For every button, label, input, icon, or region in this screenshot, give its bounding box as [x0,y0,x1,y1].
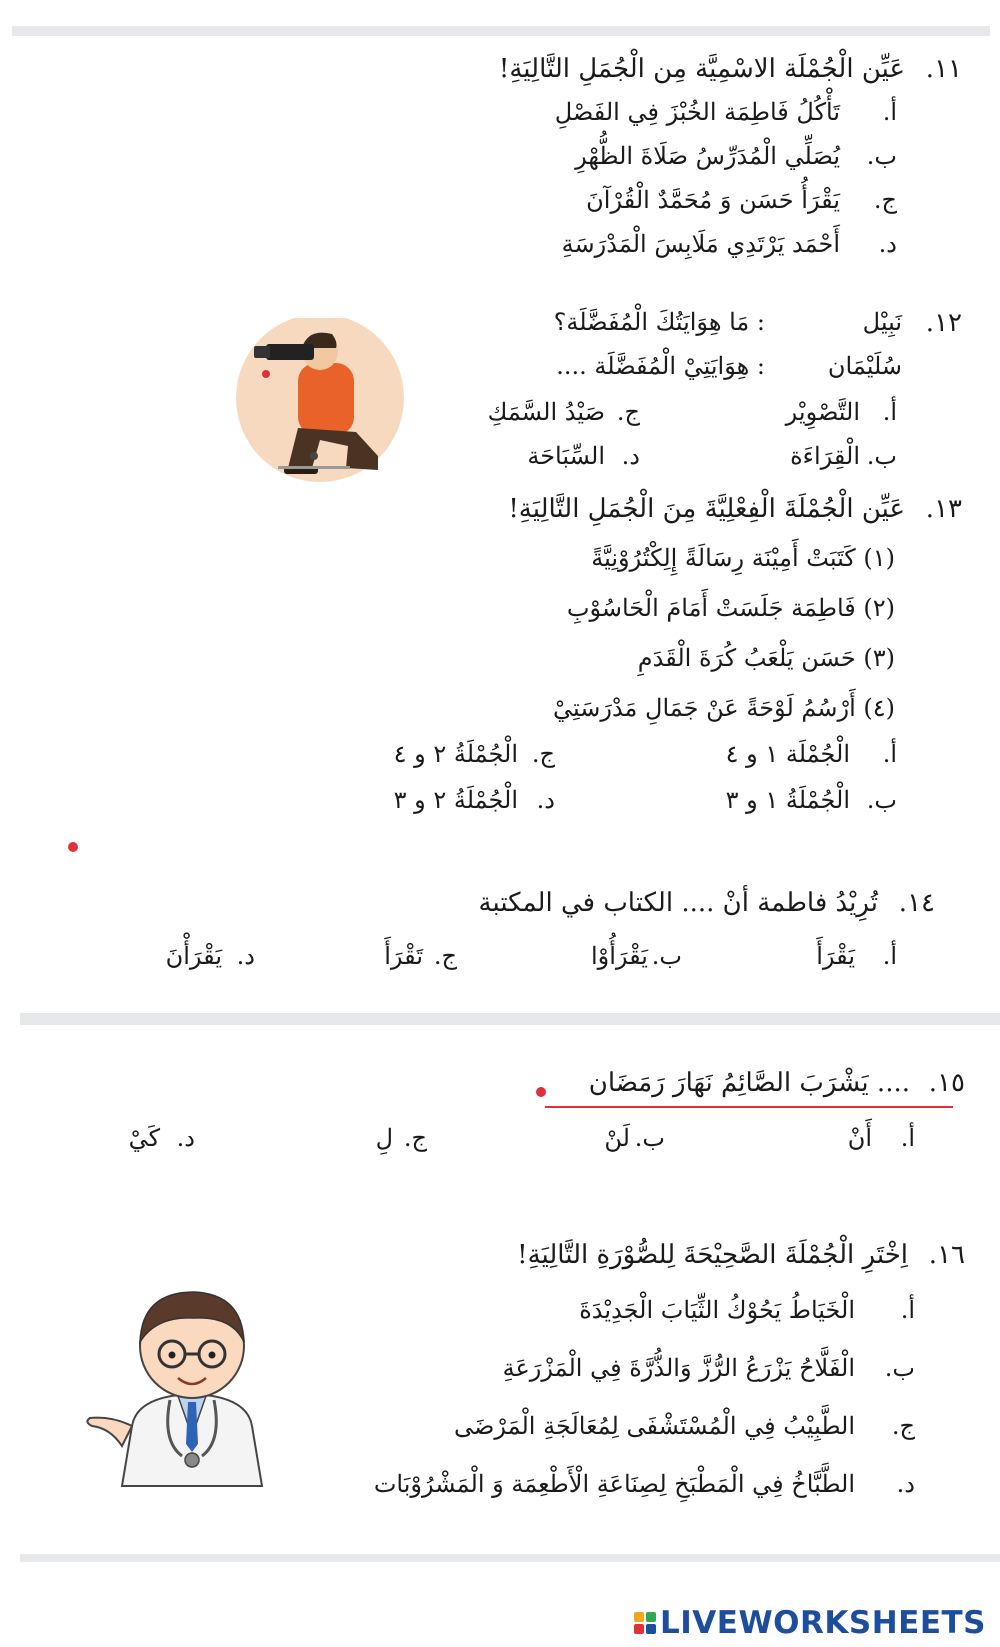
q13-option-a-letter[interactable]: أ. [882,740,897,768]
q12-speaker-2: سُلَيْمَان [827,352,902,380]
q11-option-d[interactable]: أَحْمَد يَرْتَدِي مَلَابِسَ الْمَدْرَسَةِ [561,230,840,258]
q14-option-d-letter[interactable]: د. [236,942,255,970]
q11-option-a-letter[interactable]: أ. [882,98,897,126]
q12-speaker-1: نَبِيْل [862,308,902,336]
doctor-eye-right-icon [209,1352,216,1359]
q15-question: .... يَشْرَبَ الصَّائِمُ نَهَارَ رَمَضَان [588,1068,910,1098]
q12-option-a[interactable]: التَّصْوِيْر [785,398,860,426]
q15-option-b[interactable]: لَنْ [604,1124,630,1152]
q15-red-marker-dot [536,1087,546,1097]
liveworksheets-logo [634,1605,986,1641]
q15-option-d-letter[interactable]: د. [176,1124,195,1152]
q16-option-c[interactable]: الطَّبِيْبُ فِي الْمُسْتَشْفَى لِمُعَالَجَةِ الْمَرْضَى [453,1412,855,1440]
q13-sentence-1: (١) كَتَبَتْ أَمِيْنَة رِسَالَةً إِلِكْتُرُوْنِيَّةً [591,544,895,572]
camera-icon [266,344,314,360]
q16-question: اِخْتَرِ الْجُمْلَةَ الصَّحِيْحَةَ لِلصُّوْرَةِ التَّالِيَةِ! [517,1240,908,1270]
liveworksheets-logo-text: LIVEWORKSHEETS [660,1605,986,1641]
q12-option-d[interactable]: السِّبَاحَة [527,442,605,470]
q12-option-c-letter[interactable]: ج. [616,398,640,426]
q14-number: ١٤. [898,888,935,918]
q14-question: تُرِيْدُ فاطمة أنْ .... الكتاب في المكتبة [478,888,878,918]
q12-option-c[interactable]: صَيْدُ السَّمَكِ [487,398,605,426]
q12-line-1: : مَا هِوَايَتُكَ الْمُفَضَّلَة؟ [553,308,765,336]
q12-line-2: : هِوَايَتِيْ الْمُفَضَّلَة .... [556,352,765,380]
q12-option-d-letter[interactable]: د. [621,442,640,470]
bottom-divider [20,1554,1000,1562]
q15-option-c-letter[interactable]: ج. [403,1124,427,1152]
q14-option-a-letter[interactable]: أ. [882,942,897,970]
q13-number: ١٣. [925,494,962,524]
q15-number: ١٥. [928,1068,965,1098]
liveworksheets-logo-icon [634,1612,656,1634]
doctor-illustration [82,1276,302,1491]
q12-option-a-letter[interactable]: أ. [882,398,897,426]
q12-number: ١٢. [925,308,962,338]
q11-option-b[interactable]: يُصَلِّي الْمُدَرِّسُ صَلَاةَ الظُّهْرِ [575,142,840,170]
q13-sentence-4: (٤) أَرْسُمُ لَوْحَةً عَنْ جَمَالِ مَدْرَسَتِيْ [553,694,895,722]
q12-option-b[interactable]: الْقِرَاءَة [790,442,860,470]
q15-option-a[interactable]: أَنْ [847,1124,872,1152]
q12-option-b-letter[interactable]: ب. [866,442,897,470]
q11-number: ١١. [925,54,962,84]
q14-option-c-letter[interactable]: ج. [433,942,457,970]
q14-option-b[interactable]: يَقْرَأُوْا [591,942,648,970]
q11-option-d-letter[interactable]: د. [878,230,897,258]
q16-option-b-letter[interactable]: ب. [884,1354,915,1382]
q16-number: ١٦. [928,1240,965,1270]
stethoscope-head-icon [185,1453,199,1467]
q13-question: عَيِّن الْجُمْلَةَ الْفِعْلِيَّةَ مِنَ الْجُمَلِ التَّالِيَةِ! [508,494,905,524]
top-divider [12,26,990,36]
person-torso-icon [298,363,354,435]
q13-sentence-2: (٢) فَاطِمَة جَلَسَتْ أَمَامَ الْحَاسُوْبِ [566,594,895,622]
photographer-illustration [228,318,428,493]
q11-option-b-letter[interactable]: ب. [866,142,897,170]
q15-option-c[interactable]: لِ [375,1124,393,1152]
q13-option-c-letter[interactable]: ج. [531,740,555,768]
q13-option-d[interactable]: الْجُمْلَةُ ٢ و ٣ [393,786,518,814]
doctor-tie-icon [186,1402,198,1452]
q14-option-c[interactable]: تَقْرَأَ [384,942,423,970]
red-marker-icon [262,370,270,378]
q16-option-d-letter[interactable]: د. [896,1470,915,1498]
q13-option-b-letter[interactable]: ب. [866,786,897,814]
red-marker-dot [68,842,78,852]
q13-option-c[interactable]: الْجُمْلَةُ ٢ و ٤ [393,740,518,768]
camera-lens-icon [254,346,270,358]
q11-option-c[interactable]: يَقْرَأُ حَسَن وَ مُحَمَّدٌ الْقُرْآنَ [586,186,840,214]
q14-option-a[interactable]: يَقْرَأَ [816,942,855,970]
q14-option-d[interactable]: يَقْرَأْنَ [165,942,222,970]
q11-question: عَيِّن الْجُمْلَة الاسْمِيَّة مِن الْجُمَلِ التَّالِيَةِ! [498,54,905,84]
doctor-hand-icon [87,1418,132,1446]
q11-option-a[interactable]: تَأْكُلُ فَاطِمَة الخُبْزَ فِي الفَصْلِ [554,98,840,126]
q16-option-b[interactable]: الْفَلَّاحُ يَزْرَعُ الرُّزَّ وَالذُّرَّةَ فِي الْمَزْرَعَةِ [502,1354,855,1382]
q16-option-d[interactable]: الطَّبَّاخُ فِي الْمَطْبَخِ لِصِنَاعَةِ الْأَطْعِمَة وَ الْمَشْرُوْبَات [373,1470,855,1498]
q15-option-a-letter[interactable]: أ. [900,1124,915,1152]
q16-option-a[interactable]: الْخَيَاطُ يَحُوْكُ الثِّيَابَ الْجَدِيْدَةَ [579,1296,855,1324]
q13-option-d-letter[interactable]: د. [536,786,555,814]
middle-divider [20,1013,1000,1025]
q15-underline [545,1106,953,1108]
q13-option-a[interactable]: الْجُمْلَة ١ و ٤ [725,740,850,768]
doctor-eye-left-icon [169,1352,176,1359]
watermark-line-icon [278,466,350,469]
q11-option-c-letter[interactable]: ج. [873,186,897,214]
q13-sentence-3: (٣) حَسَن يَلْعَبُ كُرَةَ الْقَدَمِ [637,644,895,672]
q14-option-b-letter[interactable]: ب. [651,942,682,970]
q13-option-b[interactable]: الْجُمْلَةُ ١ و ٣ [725,786,850,814]
q16-option-c-letter[interactable]: ج. [891,1412,915,1440]
q15-option-d[interactable]: كَيْ [128,1124,160,1152]
q15-option-b-letter[interactable]: ب. [634,1124,665,1152]
watermark-dot-icon [310,452,318,460]
q16-option-a-letter[interactable]: أ. [900,1296,915,1324]
